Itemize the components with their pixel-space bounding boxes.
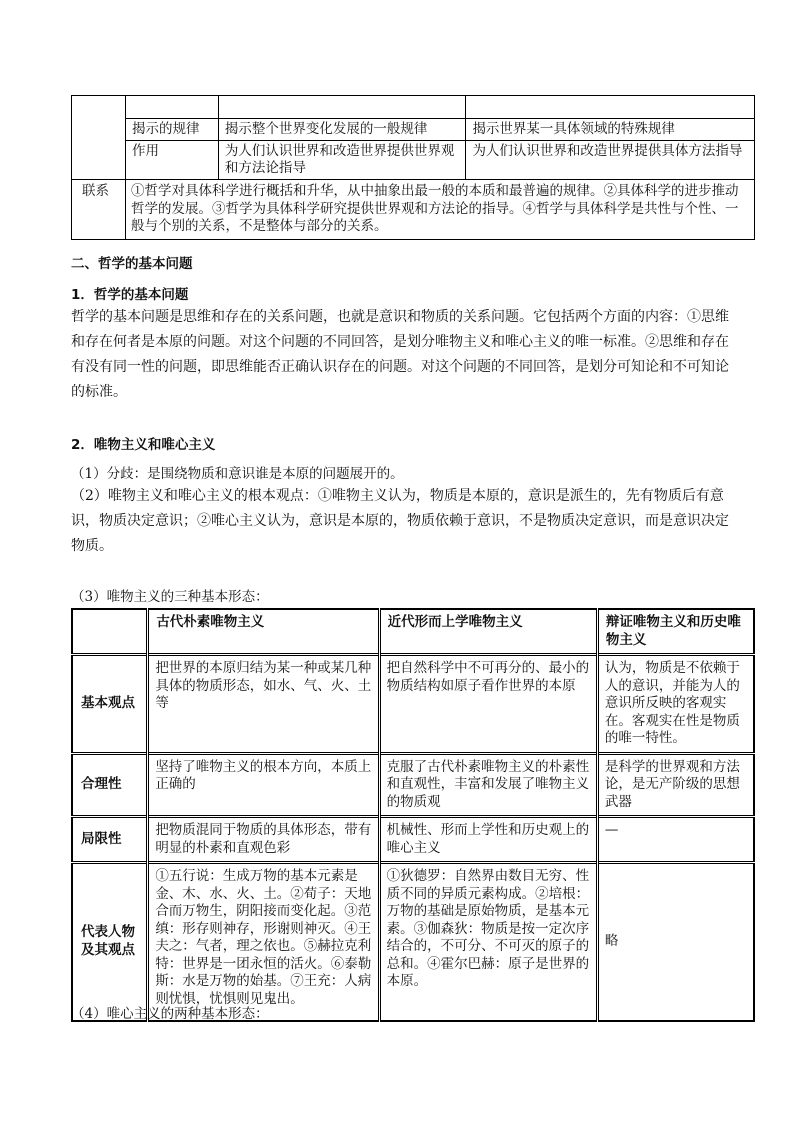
row-label: 基本观点 <box>72 655 148 754</box>
table-row <box>72 655 754 754</box>
list-item: （1）分歧：是围绕物质和意识谁是本原的问题展开的。 <box>71 466 404 482</box>
table-row <box>72 180 755 240</box>
table-cell: — <box>597 817 754 863</box>
table-cell: 略 <box>597 863 754 1021</box>
table-cell <box>218 96 466 119</box>
table-cell: 把自然科学中不可再分的、最小的物质结构如原子看作世界的本原 <box>379 655 597 754</box>
table-cell: 为人们认识世界和改造世界提供世界观和方法论指导 <box>218 141 466 180</box>
table-cell: 克服了古代朴素唯物主义的朴素性和直观性，丰富和发展了唯物主义的物质观 <box>379 753 597 817</box>
row-label: 联系 <box>72 180 126 240</box>
row-label: 揭示的规律 <box>125 119 218 141</box>
table-cell: ①五行说：生成万物的基本元素是金、木、水、火、土。②荀子：天地合而万物生，阴阳接而变化起。③范缜：形存则神存，形谢则神灭。④王夫之：气者，理之依也。⑤赫拉克利特：世界是一团永恒的活火。⑥泰勒斯：水是万物的始基。⑦王充：人病则忧惧，忧惧则见鬼出。 <box>148 863 379 1021</box>
table-cell: 机械性、形而上学性和历史观上的唯心主义 <box>379 817 597 863</box>
philosophy-science-table <box>71 95 755 240</box>
table-cell: ①哲学对具体科学进行概括和升华，从中抽象出最一般的本质和最普遍的规律。②具体科学的进步推动哲学的发展。③哲学为具体科学研究提供世界观和方法论的指导。④哲学与具体科学是共性与个性、一般与个别的关系，不是整体与部分的关系。 <box>125 180 754 240</box>
column-header: 辩证唯物主义和历史唯物主义 <box>597 609 754 655</box>
table-row <box>72 753 754 817</box>
table-cell: 坚持了唯物主义的根本方向，本质上正确的 <box>148 753 379 817</box>
column-header: 古代朴素唯物主义 <box>148 609 379 655</box>
section-heading: 二、哲学的基本问题 <box>71 256 193 272</box>
table-cell: 把世界的本原归结为某一种或某几种具体的物质形态，如水、气、火、土等 <box>148 655 379 754</box>
row-label: 局限性 <box>72 817 148 863</box>
table-row <box>72 863 754 1021</box>
list-item: （3）唯物主义的三种基本形态： <box>71 589 269 605</box>
list-item: （4）唯心主义的两种基本形态： <box>71 1006 269 1022</box>
table-header-row <box>72 609 754 655</box>
table-cell: 把物质混同于物质的具体形态，带有明显的朴素和直观色彩 <box>148 817 379 863</box>
column-header: 近代形而上学唯物主义 <box>379 609 597 655</box>
table-row <box>72 141 755 180</box>
table-row <box>72 96 755 119</box>
row-label: 合理性 <box>72 753 148 817</box>
row-label: 作用 <box>125 141 218 180</box>
table-row <box>72 119 755 141</box>
table-cell <box>466 96 755 119</box>
list-item: （2）唯物主义和唯心主义的根本观点：①唯物主义认为，物质是本原的，意识是派生的，先有物质后有意识，物质决定意识；②唯心主义认为，意识是本原的，物质依赖于意识，不是物质决定意识，而是意识决定物质。 <box>71 488 729 554</box>
row-label: 代表人物及其观点 <box>72 863 148 1021</box>
table-cell: 揭示世界某一具体领域的特殊规律 <box>466 119 755 141</box>
table-cell: 是科学的世界观和方法论，是无产阶级的思想武器 <box>597 753 754 817</box>
paragraph: 哲学的基本问题是思维和存在的关系问题，也就是意识和物质的关系问题。它包括两个方面的内容：①思维和存在何者是本原的问题。对这个问题的不同回答，是划分唯物主义和唯心主义的唯一标准。②思维和存在有没有同一性的问题，即思维能否正确认识存在的问题。对这个问题的不同回答，是划分可知论和不可知论的标准。 <box>71 309 729 400</box>
column-header <box>72 609 148 655</box>
table-row <box>72 817 754 863</box>
table-cell: 为人们认识世界和改造世界提供具体方法指导 <box>466 141 755 180</box>
table-cell: ①狄德罗：自然界由数目无穷、性质不同的异质元素构成。②培根：万物的基础是原始物质，是基本元素。③伽森狄：物质是按一定次序结合的，不可分、不可灭的原子的总和。④霍尔巴赫：原子是世界的本原。 <box>379 863 597 1021</box>
table-cell <box>125 96 218 119</box>
subsection-heading: 1．哲学的基本问题 <box>71 287 189 303</box>
subsection-heading: 2．唯物主义和唯心主义 <box>71 437 216 453</box>
table-cell: 揭示整个世界变化发展的一般规律 <box>218 119 466 141</box>
materialism-forms-table <box>71 608 755 1022</box>
table-cell <box>72 96 126 180</box>
table-cell: 认为，物质是不依赖于人的意识，并能为人的意识所反映的客观实在。客观实在性是物质的唯一特性。 <box>597 655 754 754</box>
